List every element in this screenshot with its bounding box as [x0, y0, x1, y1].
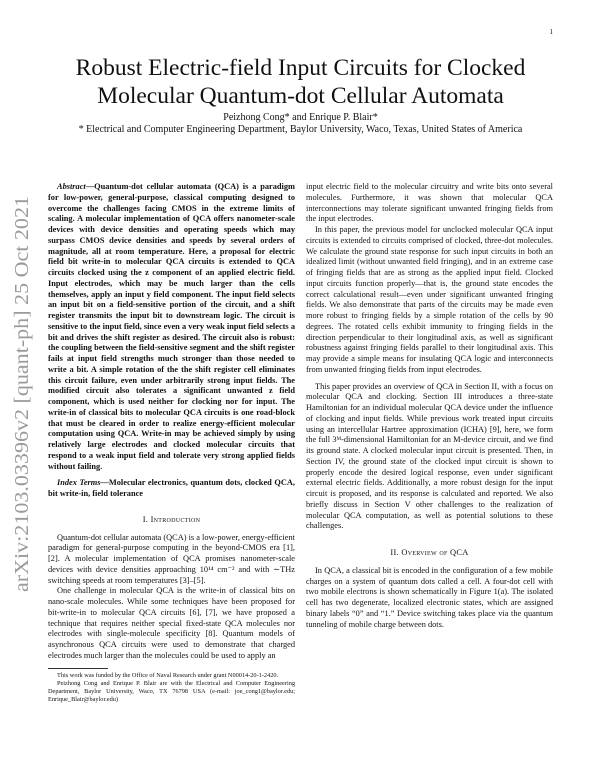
affiliation: * Electrical and Computer Engineering Department, Baylor University, Waco, Texas, United States of America [78, 124, 523, 135]
index-terms [48, 478, 295, 500]
index-terms-label: Index Terms [57, 478, 101, 488]
arxiv-stamp [4, 194, 38, 594]
abstract [48, 182, 295, 472]
intro-paragraph-3: In this paper, the previous model for unclocked molecular QCA input circuits is extended to circuits comprised of clocked, three-dot molecules. We calculate the ground state response for such input circuits in both an idealized limit (without unwanted field fringing), and in an extreme case of fringing fields that are as strong as the applied input field. Clocked input circuits function properly—that is, the ground state encodes the correct calculational result—even under significant unwanted fringing fields. We also demonstrate that parts of the circuits may be made even more robust to fringing fields by a simple rotation of the cells by 90 degrees. The rotated cells exhibit immunity to fringing fields in the direction perpendicular to their longitudinal axis, as well as significant robustness against fringing fields parallel to their longitudinal axis. This may provide a simple means for insulating QCA logic and interconnects from unwanted fringing fields from input electrodes. [306, 225, 553, 374]
arxiv-stamp-text: arXiv:2103.03396v2 [quant-ph] 25 Oct 2021 [12, 241, 33, 592]
title-line-1: Robust Electric-field Input Circuits for Clocked [75, 55, 526, 81]
abstract-label: Abstract [57, 182, 86, 191]
author-list: Peizhong Cong* and Enrique P. Blair* [223, 112, 378, 123]
title-line-2: Molecular Quantum-dot Cellular Automata [97, 83, 504, 109]
intro-paragraph-2: One challenge in molecular QCA is the write-in of classical bits on nano-scale molecules. While some techniques have been proposed for bit-write-in to molecular QCA circuits [6], [7], we have proposed a technique that requires neither special fixed-state QCA molecules nor electrodes with single-molecule specificity [8]. Quantum models of asynchronous QCA circuits were used to demonstrate that charged electrodes much larger than the molecules could be used to apply an [48, 586, 295, 660]
left-column [48, 182, 295, 704]
section-heading-overview: II. Overview of QCA [390, 548, 469, 557]
index-terms-text: —Molecular electronics, quantum dots, clocked QCA, bit write-in, field tolerance [48, 478, 295, 498]
section-heading-introduction: I. Introduction [142, 514, 201, 524]
abstract-text: —Quantum-dot cellular automata (QCA) is a paradigm for low-power, general-purpose, classical computing designed to overcome the challenges facing CMOS in the extreme limits of scaling. A molecular implementation of QCA offers nanometer-scale devices with device densities and operating speeds which may surpass CMOS device densities and speeds by several orders of magnitude, all at room temperature. Here, a proposal for electric field bit write-in to molecular QCA circuits is extended to QCA circuits clocked using the z component of an applied electric field. Input electrodes, which may be much larger than the cells themselves, apply an input y field component. The input field selects an input bit on a field-sensitive portion of the circuit, and a shift register transmits the input bit to downstream logic. The circuit is sensitive to the input field, since even a very weak input field selects a bit and drives the shift register as desired. The circuit also is robust: the coupling between the field-sensitive segment and the shift register fails at input field strengths much stronger than those needed to write a bit. A simple rotation of the the shift register cell eliminates this circuit failure, even under arbitrarily strong input fields. The modified circuit also tolerates a significant unwanted z field component, which is used neither for clocking nor for input. The write-in of classical bits to molecular QCA circuits is one road-block that must be cleared in order to realize energy-efficient molecular computation using QCA. Write-in may be achieved simply by using relatively large electrodes and clocked molecular circuits that respond to a weak input field and tolerate very strong applied fields without failing. [48, 182, 295, 471]
footnote-funding: This work was funded by the Office of Naval Research under grant N00014-20-1-2420. [57, 671, 279, 679]
overview-paragraph-1: In QCA, a classical bit is encoded in the configuration of a few mobile charges on a system of quantum dots called a cell. A four-dot cell with two mobile electrons is shown schematically in Figure 1(a). The isolated cell has two degenerate, localized electronic states, which are assigned binary labels “0” and “1.” Device switching takes place via the quantum tunneling of mobile charge between dots. [306, 565, 553, 629]
intro-paragraph-1: Quantum-dot cellular automata (QCA) is a low-power, energy-efficient paradigm for general-purpose computing in the beyond-CMOS era [1], [2]. A molecular implementation of QCA promises nanometer-scale devices with device densities approaching 10¹⁴ cm⁻² and with ∼THz switching speeds at room temperatures [3]–[5]. [48, 532, 296, 585]
intro-paragraph-4: This paper provides an overview of QCA in Section II, with a focus on molecular QCA and clocking. Section III introduces a three-state Hamiltonian for an individual molecular QCA device under the influence of clocking and input fields. While previous work treated input circuits using an intercellular Hartree approximation (ICHA) [9], here, we form the full 3ᴹ-dimensional Hamiltonian for an M-device circuit, and we find its ground state. A clocked molecular input circuit is presented. Then, in Section IV, the ground state of the clocked input circuit is shown to properly encode the desired logical response, even under significant external electric fields. Additionally, a more robust design for the input circuit is proposed, and its response is calculated and reported. We also briefly discuss in Section V other challenges to the realization of molecular QCA computation, as well as potential solutions to these challenges. [306, 381, 553, 531]
intro-paragraph-2-continued: input electric field to the molecular circuitry and write bits onto several molecules. Furthermore, it was shown that molecular QCA interconnections may tolerate significant unwanted fringing fields from the input electrodes. [306, 182, 553, 224]
footnote-divider [48, 668, 108, 669]
footnote-authors: Peizhong Cong and Enrique P. Blair are with the Electrical and Computer Engineering Department, Baylor University, Waco, TX 76798 USA (e-mail: joe_cong1@baylor.edu; Enrique_Blair@baylor.edu) [48, 679, 295, 703]
paper-title [48, 54, 553, 110]
page-number: 1 [549, 28, 553, 36]
right-column [306, 182, 553, 630]
